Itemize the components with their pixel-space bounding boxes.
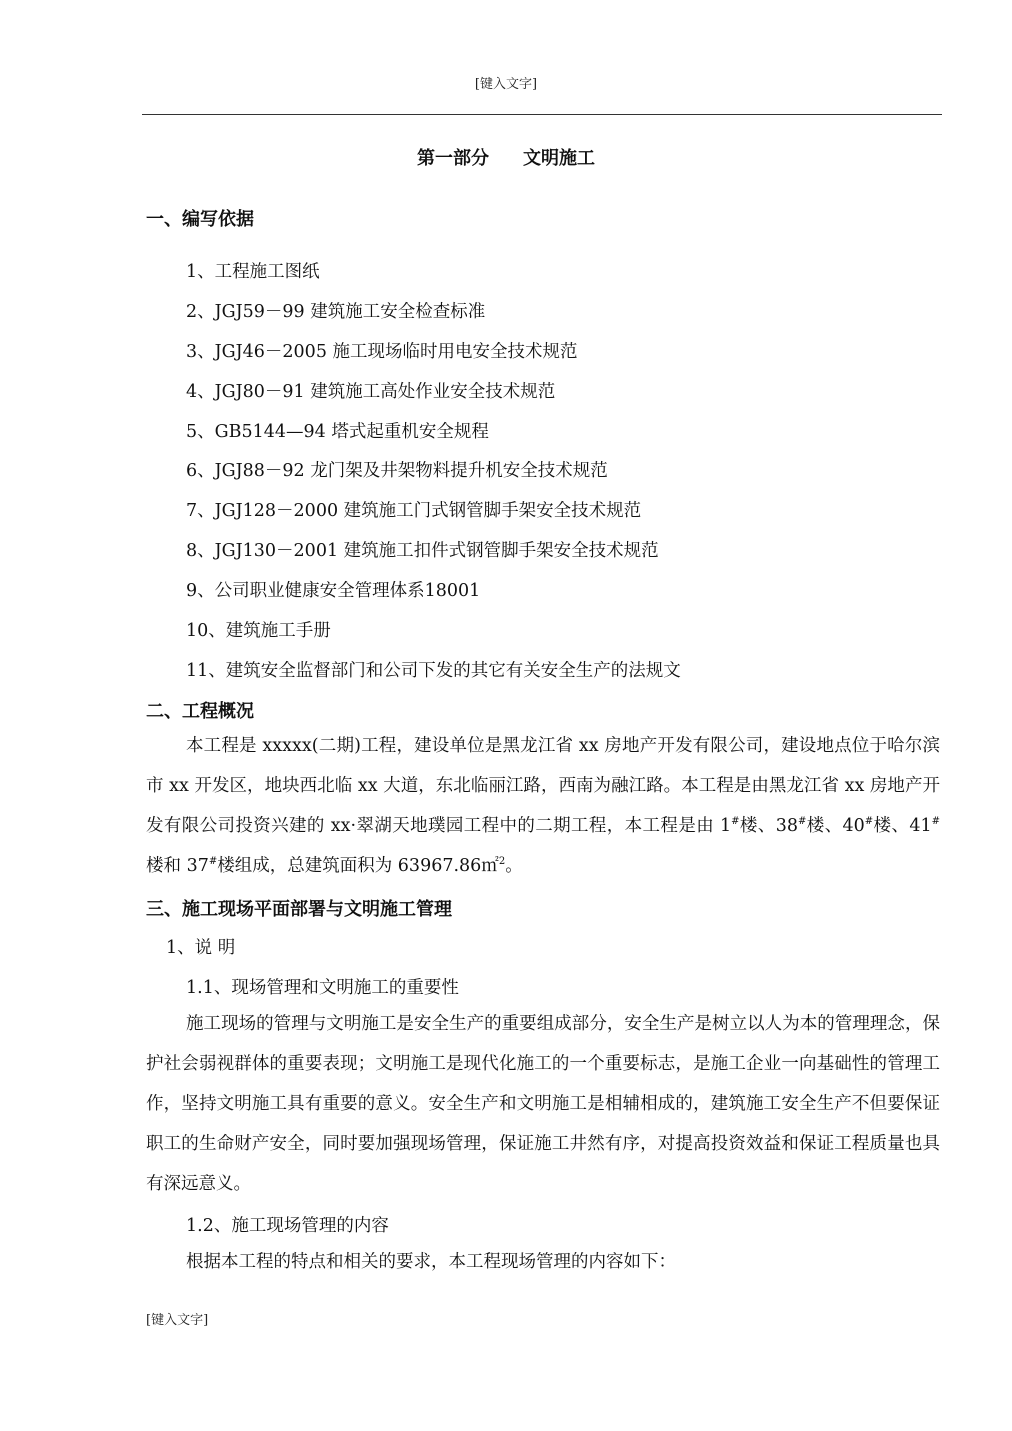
page-footer: [键入文字]: [146, 1313, 209, 1328]
reference-item: 7、JGJ128－2000 建筑施工门式钢管脚手架安全技术规范: [186, 501, 642, 521]
subsection-1-heading: 1、说 明: [166, 938, 236, 958]
reference-item: 11、建筑安全监督部门和公司下发的其它有关安全生产的法规文: [186, 661, 681, 681]
reference-item: 4、JGJ80－91 建筑施工高处作业安全技术规范: [186, 382, 556, 402]
project-overview-paragraph: 本工程是 xxxxx(二期)工程，建设单位是黑龙江省 xx 房地产开发有限公司，建设地点位于哈尔滨市 xx 开发区，地块西北临 xx 大道，东北临丽江路，西南为融江路。本工程是由黑龙江省 xx 房地产开发有限公司投资兴建的 xx·翠湖天地璞园工程中的二期工程，本工程是由 1#楼、38#楼、40#楼、41#楼和 37#楼组成，总建筑面积为 63967.86㎡$^2$。: [146, 736, 940, 876]
reference-item: 3、JGJ46－2005 施工现场临时用电安全技术规范: [186, 342, 578, 362]
subsection-1-1-heading: 1.1、现场管理和文明施工的重要性: [186, 978, 459, 998]
page-header: [键入文字]: [474, 77, 538, 92]
reference-item: 9、公司职业健康安全管理体系18001: [186, 581, 481, 601]
title-name: 文明施工: [523, 148, 595, 169]
page-title: [0, 144, 1012, 170]
reference-item: 5、GB5144—94 塔式起重机安全规程: [186, 422, 489, 442]
section-1-heading: 一、编写依据: [146, 209, 254, 230]
subsection-1-2-heading: 1.2、施工现场管理的内容: [186, 1216, 389, 1236]
reference-item: 2、JGJ59－99 建筑施工安全检查标准: [186, 302, 486, 322]
reference-item: 1、工程施工图纸: [186, 262, 320, 282]
header-rule: [142, 114, 942, 115]
title-part: 第一部分: [417, 148, 489, 169]
section-3-heading: 三、施工现场平面部署与文明施工管理: [146, 899, 452, 920]
reference-item: 8、JGJ130－2001 建筑施工扣件式钢管脚手架安全技术规范: [186, 541, 659, 561]
importance-paragraph: 施工现场的管理与文明施工是安全生产的重要组成部分，安全生产是树立以人为本的管理理念，保护社会弱视群体的重要表现；文明施工是现代化施工的一个重要标志，是施工企业一向基础性的管理工作，坚持文明施工具有重要的意义。安全生产和文明施工是相辅相成的，建筑施工安全生产不但要保证职工的生命财产安全，同时要加强现场管理，保证施工井然有序，对提高投资效益和保证工程质量也具有深远意义。: [146, 1014, 940, 1194]
content-intro-paragraph: 根据本工程的特点和相关的要求，本工程现场管理的内容如下：: [186, 1252, 676, 1272]
section-2-heading: 二、工程概况: [146, 701, 254, 722]
reference-item: 10、建筑施工手册: [186, 621, 331, 641]
reference-item: 6、JGJ88－92 龙门架及井架物料提升机安全技术规范: [186, 461, 608, 481]
